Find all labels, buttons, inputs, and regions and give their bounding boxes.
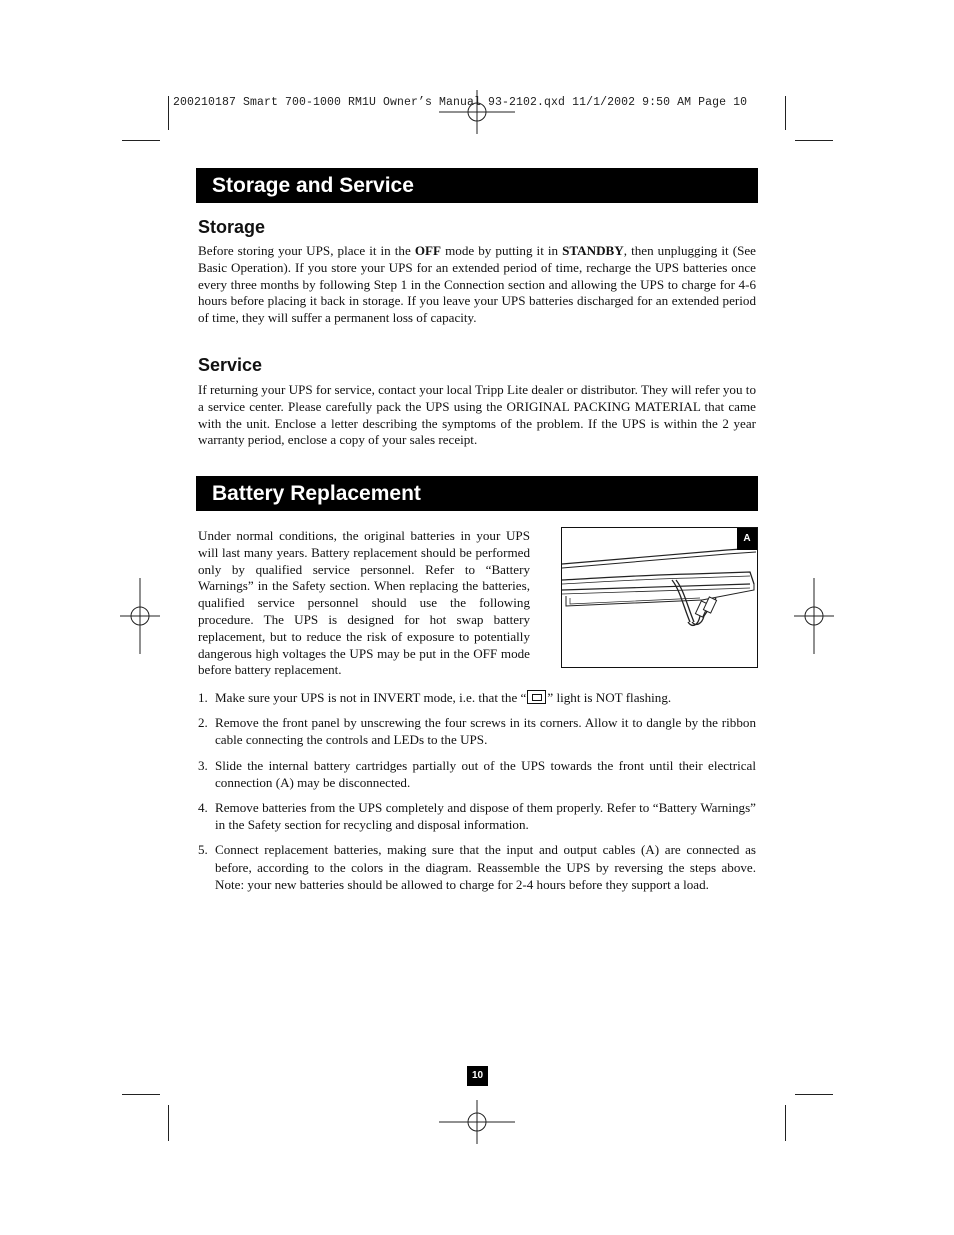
list-item <box>198 689 756 706</box>
battery-icon <box>527 690 546 704</box>
list-item <box>198 714 756 748</box>
crop-mark <box>795 140 833 141</box>
list-item <box>198 757 756 791</box>
step-number: 2. <box>198 715 208 731</box>
storage-paragraph: Before storing your UPS, place it in the OFF mode by putting it in STANDBY, then unplugging it (See Basic Operation). If you store your UPS for an extended period of time, recharge the UPS batteries once every three months by following Step 1 in the Connection section and allowing the UPS to charge for 4-6 hours before placing it back in storage. If you leave your UPS batteries discharged for an extended period of time, they will suffer a permanent loss of capacity. <box>198 243 756 326</box>
print-slug: 200210187 Smart 700-1000 RM1U Owner’s Manual 93-2102.qxd 11/1/2002 9:50 AM Page 10 <box>173 96 748 109</box>
registration-mark-icon <box>439 1084 515 1160</box>
storage-heading: Storage <box>198 217 266 237</box>
battery-connection-diagram <box>561 527 758 668</box>
figure-label-a: A <box>737 528 757 550</box>
registration-mark-icon <box>439 74 515 150</box>
section-header-battery-replacement: Battery Replacement <box>196 476 758 511</box>
service-paragraph: If returning your UPS for service, contact your local Tripp Lite dealer or distributor. They will refer you to a service center. Please carefully pack the UPS using the ORIGINAL PACKING MATERIAL that came with the unit. Enclose a letter describing the symptoms of the problem. If the UPS is within the 2 year warranty period, enclose a copy of your sales receipt. <box>198 382 756 448</box>
crop-mark <box>168 1105 169 1141</box>
list-item <box>198 841 756 893</box>
step-number: 3. <box>198 757 208 773</box>
crop-mark <box>785 96 786 130</box>
crop-mark <box>795 1094 833 1095</box>
step-number: 5. <box>198 842 208 858</box>
battery-intro-paragraph: Under normal conditions, the original batteries in your UPS will last many years. Battery replacement should be performed only by qualified service personnel. Refer to “Battery Warnings” in the Safety section. When replacing the batteries, qualified service personnel should use the following procedure. The UPS is designed for hot swap battery replacement, but to reduce the risk of exposure to potentially dangerous high voltages the UPS may be put in the OFF mode before battery replacement. <box>198 528 530 678</box>
crop-mark <box>122 140 160 141</box>
ups-chassis-illustration <box>562 528 756 666</box>
crop-mark <box>785 1105 786 1141</box>
service-heading: Service <box>198 355 263 375</box>
step-text: Remove batteries from the UPS completely and dispose of them properly. Refer to “Battery Warnings” in the Safety section for recycling and disposal information. <box>215 800 756 833</box>
step-number: 1. <box>198 690 208 705</box>
section-header-storage-and-service: Storage and Service <box>196 168 758 203</box>
registration-mark-icon <box>102 578 178 654</box>
step-text: Remove the front panel by unscrewing the four screws in its corners. Allow it to dangle by the ribbon cable connecting the controls and LEDs to the UPS. <box>215 715 756 748</box>
replacement-steps <box>198 689 756 901</box>
page-number: 10 <box>467 1066 488 1086</box>
registration-mark-icon <box>776 578 852 654</box>
crop-mark <box>122 1094 160 1095</box>
step-text: ” light is NOT flashing. <box>547 690 672 705</box>
step-number: 4. <box>198 800 208 816</box>
step-text: Slide the internal battery cartridges partially out of the UPS towards the front until their electrical connection (A) may be disconnected. <box>215 757 756 790</box>
list-item <box>198 799 756 833</box>
step-text: Connect replacement batteries, making sure that the input and output cables (A) are connected as before, according to the colors in the diagram. Reassemble the UPS by reversing the steps above. Note: your new batteries should be allowed to charge for 2-4 hours before they support a load. <box>215 842 756 892</box>
step-text: Make sure your UPS is not in INVERT mode, i.e. that the “ <box>215 690 527 705</box>
crop-mark <box>168 96 169 130</box>
